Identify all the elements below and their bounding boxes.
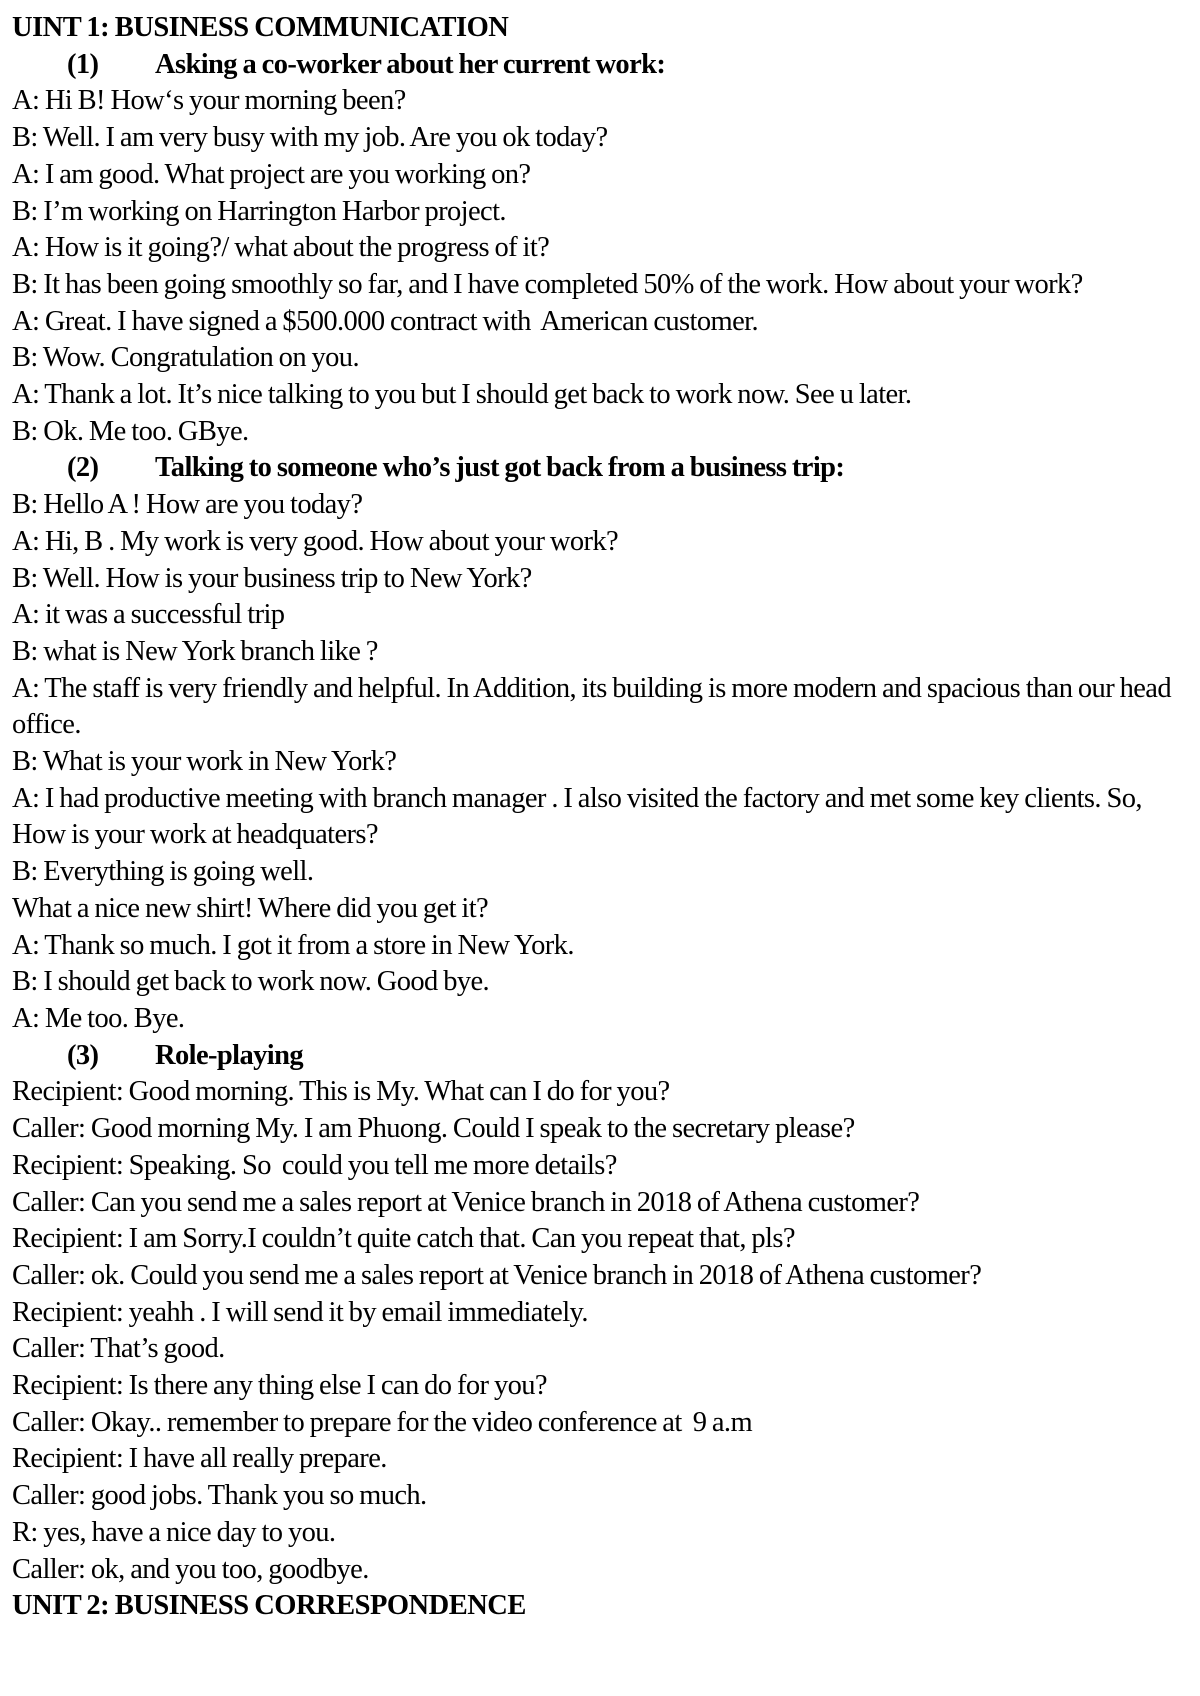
dialogue-line: A: I had productive meeting with branch manager . I also visited the factory and met some key clients. So, How is your work at headquaters?: [12, 782, 1142, 851]
section-1-title: Asking a co-worker about her current work:: [155, 48, 666, 80]
dialogue-line: B: What is your work in New York?: [12, 746, 397, 778]
dialogue-line: B: I should get back to work now. Good bye.: [12, 966, 490, 998]
dialogue-line: Caller: ok, and you too, goodbye.: [12, 1553, 369, 1585]
dialogue-line: B: Ok. Me too. GBye.: [12, 415, 249, 447]
dialogue-line: B: Well. I am very busy with my job. Are you ok today?: [12, 122, 608, 154]
dialogue-line: Caller: Okay.. remember to prepare for the video conference at 9 a.m: [12, 1406, 753, 1438]
dialogue-line: B: I’m working on Harrington Harbor project.: [12, 195, 506, 227]
dialogue-line: Caller: That’s good.: [12, 1333, 225, 1365]
dialogue-line: A: Thank a lot. It’s nice talking to you but I should get back to work now. See u later.: [12, 379, 912, 411]
section-1-number: (1): [67, 48, 99, 80]
dialogue-line: B: Hello A ! How are you today?: [12, 489, 363, 521]
unit-1-title: UINT 1: BUSINESS COMMUNICATION: [12, 12, 509, 43]
dialogue-line: A: I am good. What project are you working on?: [12, 158, 531, 190]
section-3-number: (3): [67, 1039, 99, 1071]
dialogue-line: Caller: Good morning My. I am Phuong. Could I speak to the secretary please?: [12, 1113, 855, 1145]
dialogue-line: What a nice new shirt! Where did you get it?: [12, 892, 489, 924]
unit-2-title: UNIT 2: BUSINESS CORRESPONDENCE: [12, 1590, 526, 1622]
dialogue-line: A: Me too. Bye.: [12, 1002, 185, 1034]
dialogue-line: Recipient: yeahh . I will send it by email immediately.: [12, 1296, 588, 1328]
dialogue-line: B: It has been going smoothly so far, and I have completed 50% of the work. How about your work?: [12, 268, 1083, 300]
dialogue-line: B: Well. How is your business trip to New York?: [12, 562, 532, 594]
dialogue-line: A: How is it going?/ what about the progress of it?: [12, 232, 550, 264]
section-2-title: Talking to someone who’s just got back from a business trip:: [155, 452, 845, 484]
document-page: [12, 10, 1192, 1625]
dialogue-line: Caller: good jobs. Thank you so much.: [12, 1480, 427, 1512]
dialogue-line: Recipient: I am Sorry.I couldn’t quite catch that. Can you repeat that, pls?: [12, 1223, 795, 1255]
dialogue-line: B: Wow. Congratulation on you.: [12, 342, 359, 374]
dialogue-line: A: Thank so much. I got it from a store in New York.: [12, 929, 574, 961]
section-3-heading: [12, 1038, 1192, 1075]
dialogue-line: B: what is New York branch like ?: [12, 635, 378, 667]
dialogue-line: Caller: ok. Could you send me a sales report at Venice branch in 2018 of Athena customer?: [12, 1259, 982, 1291]
dialogue-line: Recipient: I have all really prepare.: [12, 1443, 387, 1475]
dialogue-line: R: yes, have a nice day to you.: [12, 1516, 336, 1548]
dialogue-line: A: The staff is very friendly and helpful. In Addition, its building is more modern and spacious than our head office.: [12, 672, 1172, 741]
section-2-number: (2): [67, 452, 99, 484]
dialogue-line: A: Hi B! How‘s your morning been?: [12, 85, 406, 117]
section-1-heading: [12, 47, 1192, 84]
dialogue-line: Recipient: Good morning. This is My. What can I do for you?: [12, 1076, 670, 1108]
dialogue-line: B: Everything is going well.: [12, 856, 314, 888]
dialogue-line: A: Great. I have signed a $500.000 contract with American customer.: [12, 305, 758, 337]
section-2-heading: [12, 450, 1192, 487]
section-3-title: Role-playing: [155, 1039, 303, 1071]
dialogue-line: A: it was a successful trip: [12, 599, 285, 631]
dialogue-line: Caller: Can you send me a sales report at Venice branch in 2018 of Athena customer?: [12, 1186, 920, 1218]
dialogue-line: A: Hi, B . My work is very good. How about your work?: [12, 525, 619, 557]
dialogue-line: Recipient: Is there any thing else I can do for you?: [12, 1370, 547, 1402]
dialogue-line: Recipient: Speaking. So could you tell me more details?: [12, 1149, 617, 1181]
